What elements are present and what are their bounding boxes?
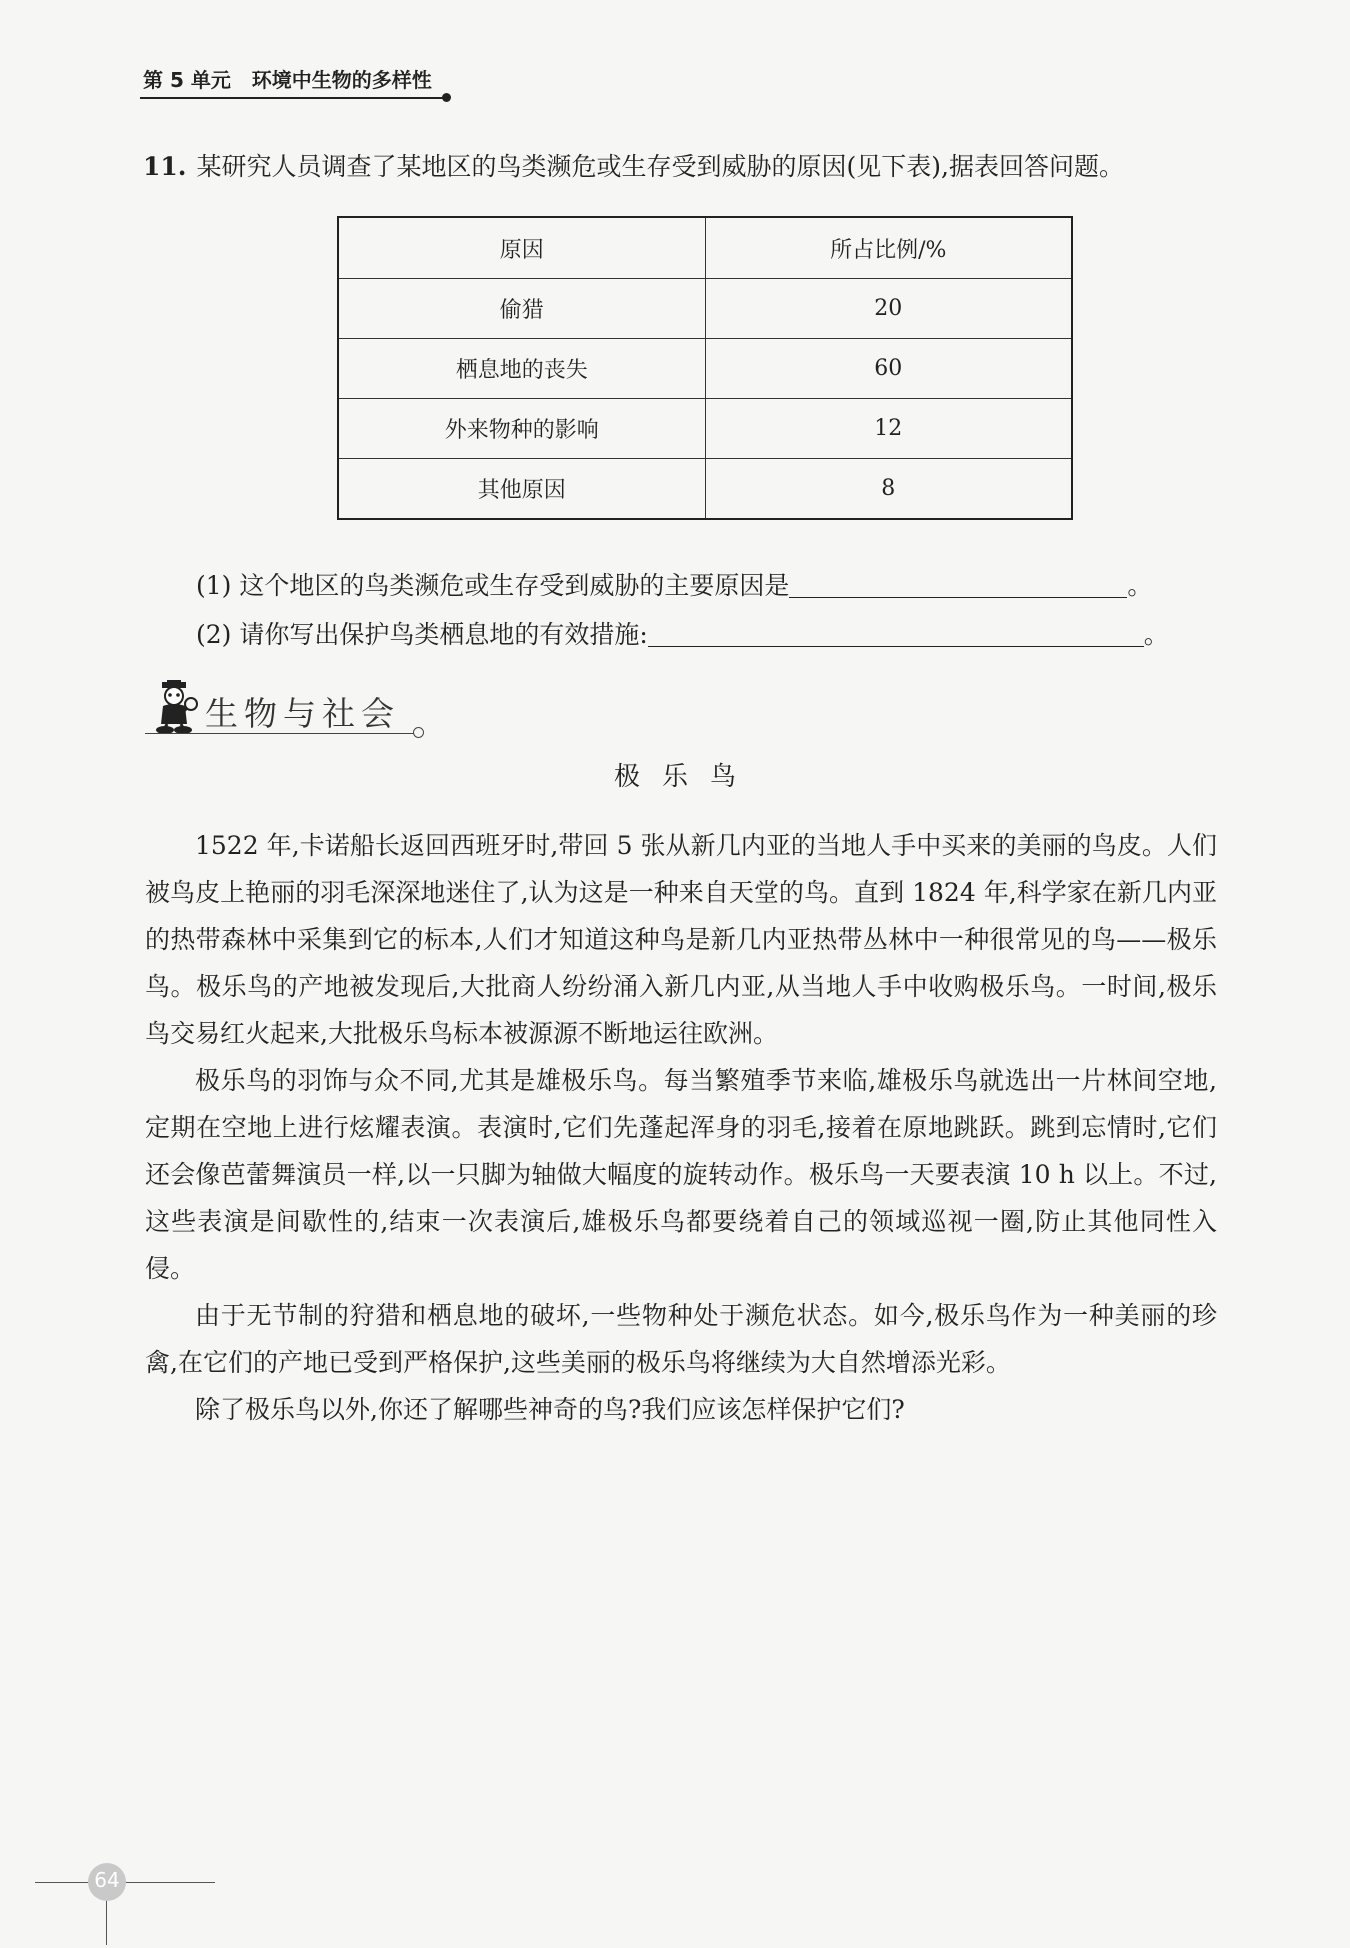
table-row — [338, 399, 1072, 459]
subquestion-end: 。 — [1143, 620, 1169, 649]
subquestion-text: (2) 请你写出保护鸟类栖息地的有效措施: — [196, 620, 648, 649]
article-title: 极乐鸟 — [613, 762, 758, 792]
threat-table — [337, 216, 1073, 520]
section-heading — [145, 680, 435, 740]
page-header — [143, 64, 432, 93]
header-rule — [140, 97, 448, 99]
cell-percent: 60 — [705, 339, 1072, 399]
article-paragraph: 由于无节制的狩猎和栖息地的破坏,一些物种处于濒危状态。如今,极乐鸟作为一种美丽的珍禽,在它们的产地已受到严格保护,这些美丽的极乐鸟将继续为大自然增添光彩。 — [145, 1301, 1217, 1377]
cell-percent: 12 — [705, 399, 1072, 459]
scientist-mascot-icon — [145, 680, 203, 736]
table-row — [338, 459, 1072, 520]
question-text: 某研究人员调查了某地区的鸟类濒危或生存受到威胁的原因(见下表),据表回答问题。 — [196, 152, 1124, 181]
subquestion-text: (1) 这个地区的鸟类濒危或生存受到威胁的主要原因是 — [196, 571, 790, 600]
table-row — [338, 279, 1072, 339]
subquestion-end: 。 — [1127, 571, 1153, 600]
cell-cause: 偷猎 — [338, 279, 705, 339]
section-dot — [413, 727, 424, 738]
question-number: 11. — [143, 152, 187, 181]
cell-percent: 20 — [705, 279, 1072, 339]
section-title: 生物与社会 — [205, 694, 400, 733]
column-header-percent: 所占比例/% — [705, 217, 1072, 279]
question-11 — [143, 147, 1124, 183]
answer-blank[interactable] — [789, 596, 1127, 598]
cell-cause: 外来物种的影响 — [338, 399, 705, 459]
article-paragraph: 除了极乐鸟以外,你还了解哪些神奇的鸟?我们应该怎样保护它们? — [195, 1395, 905, 1424]
page-number: 64 — [94, 1868, 120, 1892]
column-header-cause: 原因 — [338, 217, 705, 279]
cell-percent: 8 — [705, 459, 1072, 520]
cell-cause: 其他原因 — [338, 459, 705, 520]
unit-label: 第 5 单元 — [143, 68, 231, 92]
table-header-row — [338, 217, 1072, 279]
subquestion-2 — [196, 615, 1169, 651]
header-dot — [442, 93, 451, 102]
unit-title: 环境中生物的多样性 — [251, 68, 432, 92]
article-body — [145, 822, 1217, 1433]
subquestion-1 — [196, 566, 1152, 602]
section-rule — [145, 733, 415, 734]
article-paragraph: 极乐鸟的羽饰与众不同,尤其是雄极乐鸟。每当繁殖季节来临,雄极乐鸟就选出一片林间空地,定期在空地上进行炫耀表演。表演时,它们先蓬起浑身的羽毛,接着在原地跳跃。跳到忘情时,它们还会像芭蕾舞演员一样,以一只脚为轴做大幅度的旋转动作。极乐鸟一天要表演 10 h 以上。不过,这些表演是间歇性的,结束一次表演后,雄极乐鸟都要绕着自己的领域巡视一圈,防止其他同性入侵。 — [145, 1066, 1217, 1283]
article-paragraph: 1522 年,卡诺船长返回西班牙时,带回 5 张从新几内亚的当地人手中买来的美丽的鸟皮。人们被鸟皮上艳丽的羽毛深深地迷住了,认为这是一种来自天堂的鸟。直到 1824 年,科学家在新几内亚的热带森林中采集到它的标本,人们才知道这种鸟是新几内亚热带丛林中一种很常见的鸟——极乐鸟。极乐鸟的产地被发现后,大批商人纷纷涌入新几内亚,从当地人手中收购极乐鸟。一时间,极乐鸟交易红火起来,大批极乐鸟标本被源源不断地运往欧洲。 — [145, 831, 1217, 1048]
table-row — [338, 339, 1072, 399]
answer-blank[interactable] — [648, 645, 1144, 647]
cell-cause: 栖息地的丧失 — [338, 339, 705, 399]
